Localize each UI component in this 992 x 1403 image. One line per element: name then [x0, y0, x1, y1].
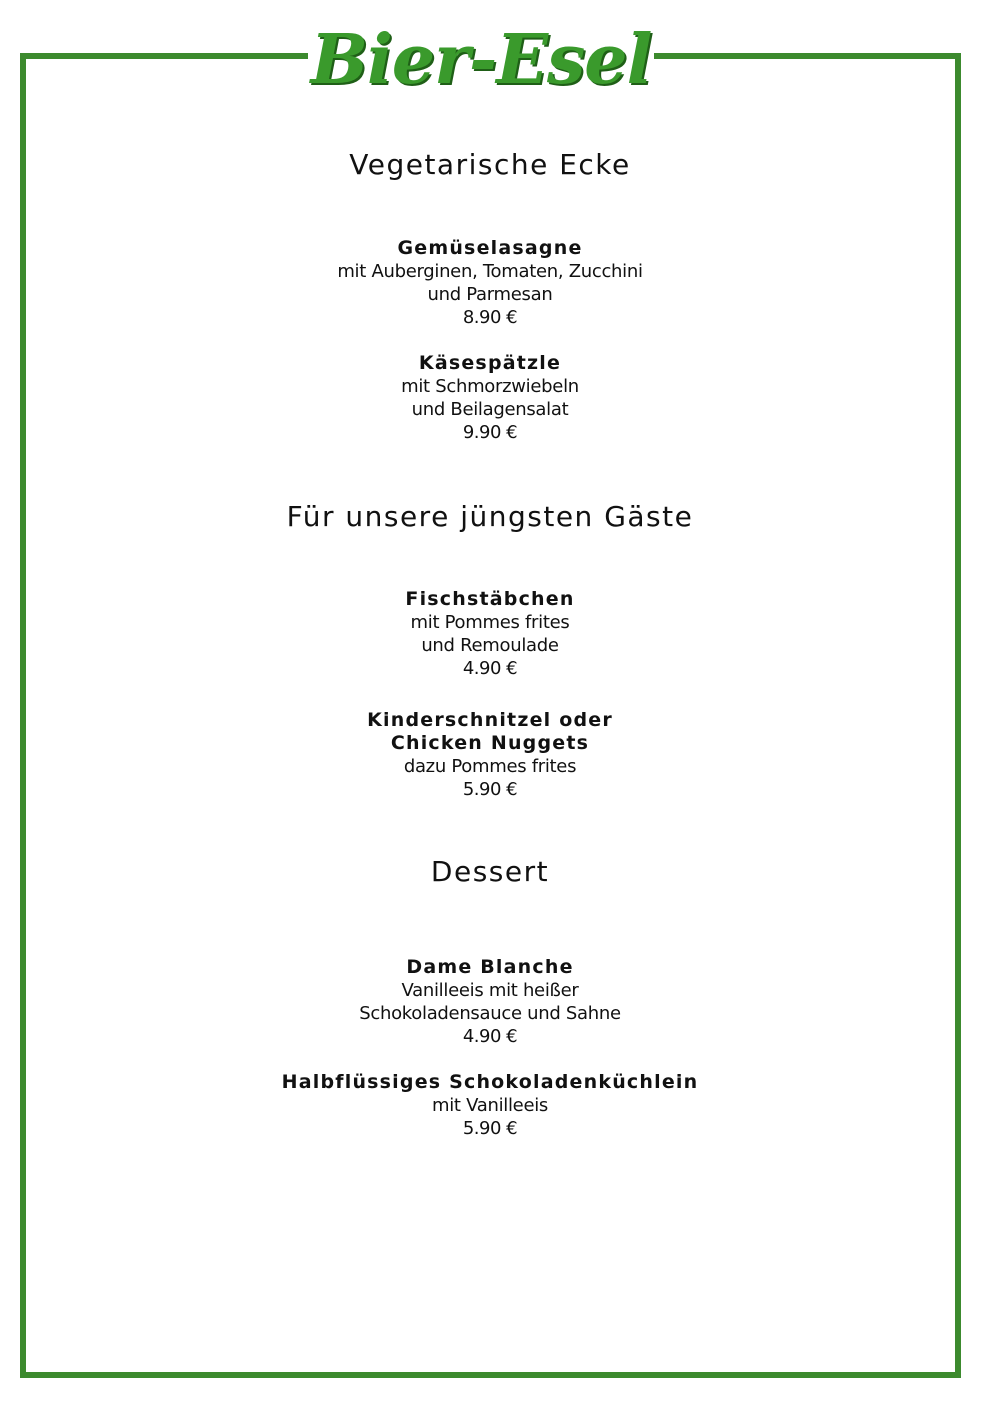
item-description: und Beilagensalat	[411, 399, 569, 420]
item-description: und Parmesan	[427, 284, 553, 305]
section-title-kids: Für unsere jüngsten Gäste	[286, 500, 694, 533]
item-name: Kinderschnitzel oder	[367, 709, 613, 731]
menu-item-gemueselasagne	[0, 237, 980, 329]
item-price: 9.90 €	[462, 422, 518, 443]
menu-item-kaesespaetzle	[0, 352, 980, 444]
item-name: Fischstäbchen	[405, 588, 575, 610]
item-name: Halbflüssiges Schokoladenküchlein	[281, 1071, 699, 1093]
item-price: 4.90 €	[462, 658, 518, 679]
item-price: 5.90 €	[462, 1118, 518, 1139]
item-description: und Remoulade	[421, 635, 559, 656]
item-name: Gemüselasagne	[397, 237, 583, 259]
item-description: Vanilleeis mit heißer	[401, 980, 579, 1001]
item-description: Schokoladensauce und Sahne	[359, 1003, 621, 1024]
menu-item-kinderschnitzel	[0, 709, 980, 801]
item-price: 5.90 €	[462, 779, 518, 800]
item-description: mit Pommes frites	[410, 612, 570, 633]
menu-item-dame-blanche	[0, 956, 980, 1048]
item-description: dazu Pommes frites	[403, 756, 577, 777]
section-title-dessert: Dessert	[430, 855, 550, 888]
item-name: Dame Blanche	[406, 956, 574, 978]
item-description: mit Vanilleeis	[432, 1095, 548, 1116]
menu-item-fischstaebchen	[0, 588, 980, 680]
section-title-vegetarian: Vegetarische Ecke	[349, 148, 631, 181]
item-price: 4.90 €	[462, 1026, 518, 1047]
item-price: 8.90 €	[462, 307, 518, 328]
item-name: Chicken Nuggets	[390, 732, 590, 754]
item-name: Käsespätzle	[418, 352, 562, 374]
menu-item-schokoladenkuechlein	[0, 1071, 980, 1140]
item-description: mit Schmorzwiebeln	[401, 376, 579, 397]
item-description: mit Auberginen, Tomaten, Zucchini	[337, 261, 643, 282]
restaurant-logo: Bier-Esel	[310, 20, 652, 100]
